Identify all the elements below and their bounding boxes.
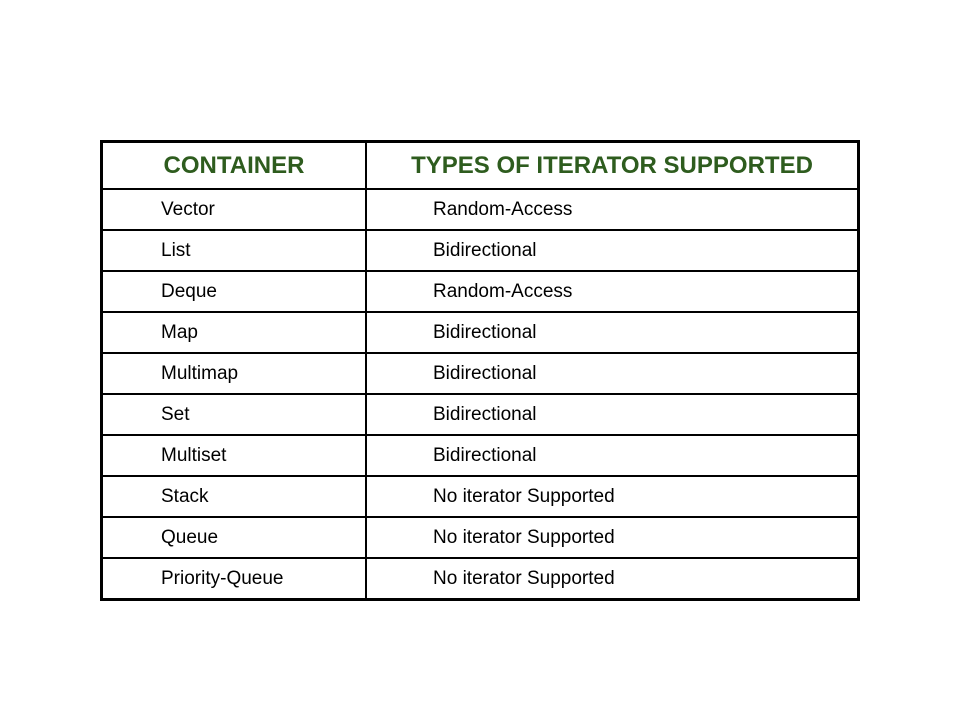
container-cell: Vector: [102, 189, 367, 230]
iterator-cell: Random-Access: [366, 271, 859, 312]
iterator-cell: Bidirectional: [366, 312, 859, 353]
iterator-cell: Bidirectional: [366, 435, 859, 476]
iterator-cell: No iterator Supported: [366, 517, 859, 558]
table-row: [102, 189, 859, 230]
iterator-table-container: [100, 140, 860, 601]
table-row: [102, 271, 859, 312]
iterator-cell: Bidirectional: [366, 230, 859, 271]
iterator-cell: Bidirectional: [366, 353, 859, 394]
container-cell: Queue: [102, 517, 367, 558]
container-cell: Stack: [102, 476, 367, 517]
table-row: [102, 394, 859, 435]
container-cell: Multiset: [102, 435, 367, 476]
container-cell: Priority-Queue: [102, 558, 367, 600]
table-head: [102, 142, 859, 190]
iterator-cell: No iterator Supported: [366, 558, 859, 600]
table-header-row: [102, 142, 859, 190]
container-cell: List: [102, 230, 367, 271]
iterator-cell: Bidirectional: [366, 394, 859, 435]
container-cell: Set: [102, 394, 367, 435]
table-row: [102, 476, 859, 517]
table-row: [102, 353, 859, 394]
iterator-cell: Random-Access: [366, 189, 859, 230]
iterator-support-table: [100, 140, 860, 601]
container-cell: Deque: [102, 271, 367, 312]
table-body: [102, 189, 859, 600]
table-row: [102, 517, 859, 558]
table-row: [102, 230, 859, 271]
table-row: [102, 558, 859, 600]
table-row: [102, 435, 859, 476]
header-cell-container: CONTAINER: [102, 142, 367, 190]
container-cell: Multimap: [102, 353, 367, 394]
header-cell-iterator-types: TYPES OF ITERATOR SUPPORTED: [366, 142, 859, 190]
container-cell: Map: [102, 312, 367, 353]
table-row: [102, 312, 859, 353]
iterator-cell: No iterator Supported: [366, 476, 859, 517]
